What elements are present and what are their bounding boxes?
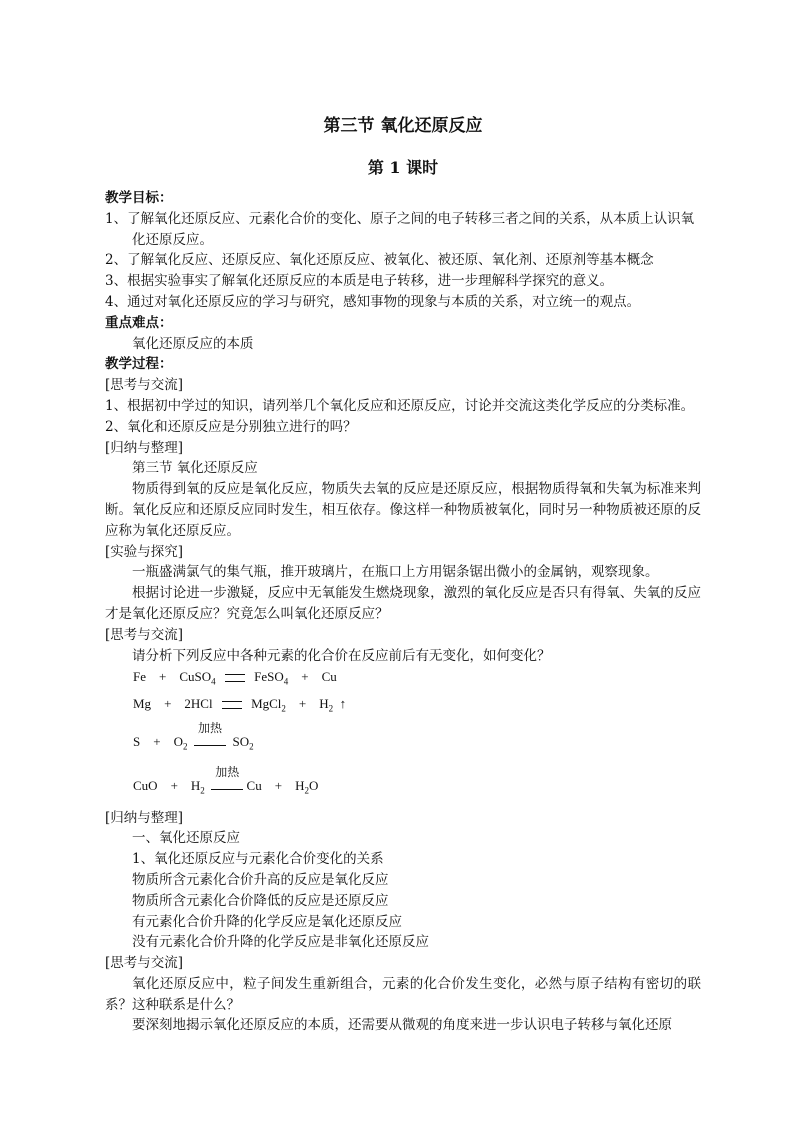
plus-sign: +: [298, 695, 307, 711]
summary-item: 物质所含元素化合价降低的反应是还原反应: [132, 892, 389, 909]
document-page: [105, 112, 701, 1036]
question-item: 2、氧化和还原反应是分别独立进行的吗？: [105, 418, 357, 435]
equals-sign: [225, 674, 245, 682]
lesson-title: 第 1 课时: [367, 158, 439, 177]
plus-sign: +: [164, 695, 172, 711]
discussion-paragraph: 氧化还原反应中，粒子间发生重新组合，元素的化合价发生变化，必然与原子结构有密切的联系？这种联系是什么？: [105, 975, 701, 1013]
think-exchange-heading: [思考与交流]: [105, 377, 184, 394]
question-item: 1、根据初中学过的知识，请列举几个氧化反应和还原反应，讨论并交流这类化学反应的分类标准。: [105, 397, 695, 414]
product: Cu: [321, 669, 337, 685]
reactant: CuSO$_4$: [179, 669, 216, 687]
think-exchange-heading: [思考与交流]: [105, 626, 184, 643]
product: $H_2$: [319, 695, 334, 714]
equation-mg-hcl: [105, 693, 701, 720]
plus-sign: +: [153, 733, 161, 749]
reactant: S: [133, 733, 141, 749]
product: Cu: [246, 777, 262, 793]
think-exchange-heading: [思考与交流]: [105, 955, 184, 972]
plus-sign: +: [274, 777, 283, 793]
summary-item: 物质所含元素化合价升高的反应是氧化反应: [132, 871, 389, 888]
reactant: $H_2$: [190, 777, 205, 796]
goal-item: 2、了解氧化反应、还原反应、氧化还原反应、被氧化、被还原、氧化剂、还原剂等基本概念: [105, 252, 654, 269]
heating-condition: 加热: [194, 727, 226, 746]
summary-subtitle: 第三节 氧化还原反应: [132, 460, 258, 477]
equation-cuo-h2: [105, 764, 701, 808]
reactant: $O_2$: [173, 733, 188, 752]
equals-sign: [222, 701, 242, 709]
heating-condition: 加热: [211, 771, 243, 790]
experiment-heading: [实验与探究]: [105, 543, 184, 560]
product: $H_2O$: [295, 777, 319, 796]
goals-label: 教学目标：: [105, 190, 173, 206]
process-label: 教学过程：: [105, 356, 173, 373]
equation-fe-cuso4: [105, 666, 701, 693]
product: MgCl$_2$: [251, 695, 286, 714]
equation-s-o2: [105, 720, 701, 764]
discussion-paragraph: 要深刻地揭示氧化还原反应的本质，还需要从微观的角度来进一步认识电子转移与氧化还原: [132, 1017, 672, 1034]
summary-paragraph: 物质得到氧的反应是氧化反应，物质失去氧的反应是还原反应，根据物质得氧和失氧为标准来判断。氧化反应和还原反应同时发生，相互依存。像这样一种物质被氧化，同时另一种物质被还原的反应称为氧化还原反应。: [105, 481, 701, 539]
reactant: 2HCl: [184, 695, 213, 711]
summary-item: 有元素化合价升降的化学反应是氧化还原反应: [132, 913, 402, 930]
gas-arrow-icon: ↑: [339, 695, 347, 711]
product: FeSO$_4$: [254, 669, 289, 687]
reactant: CuO: [133, 777, 158, 793]
plus-sign: +: [170, 777, 178, 793]
key-text: 氧化还原反应的本质: [132, 335, 254, 352]
section-title: 第三节 氧化还原反应: [323, 116, 483, 136]
summary-item: 没有元素化合价升降的化学反应是非氧化还原反应: [132, 934, 429, 951]
reactant: Mg: [133, 695, 152, 711]
product: $SO_2$: [232, 733, 254, 752]
plus-sign: +: [301, 669, 309, 685]
summary-heading: [归纳与整理]: [105, 439, 184, 456]
goal-item: 1、了解氧化还原反应、元素化合价的变化、原子之间的电子转移三者之间的关系，从本质上认识氧化还原反应。: [105, 210, 695, 248]
summary-item: 一、氧化还原反应: [132, 830, 240, 847]
summary-item: 1、氧化还原反应与元素化合价变化的关系: [132, 851, 384, 868]
key-label: 重点难点：: [105, 314, 173, 331]
plus-sign: +: [159, 669, 167, 685]
reactant: Fe: [133, 669, 146, 685]
analysis-prompt: 请分析下列反应中各种元素的化合价在反应前后有无变化，如何变化？: [132, 647, 551, 664]
experiment-paragraph: 根据讨论进一步激疑，反应中无氧能发生燃烧现象，激烈的氧化反应是否只有得氧、失氧的反应才是氧化还原反应？究竟怎么叫氧化还原反应？: [105, 585, 701, 622]
experiment-paragraph: 一瓶盛满氯气的集气瓶，推开玻璃片，在瓶口上方用锯条锯出微小的金属钠，观察现象。: [132, 564, 659, 581]
goal-item: 4、通过对氧化还原反应的学习与研究，感知事物的现象与本质的关系，对立统一的观点。: [105, 293, 641, 310]
goal-item: 3、根据实验事实了解氧化还原反应的本质是电子转移，进一步理解科学探究的意义。: [105, 273, 614, 290]
summary-heading: [归纳与整理]: [105, 809, 184, 826]
